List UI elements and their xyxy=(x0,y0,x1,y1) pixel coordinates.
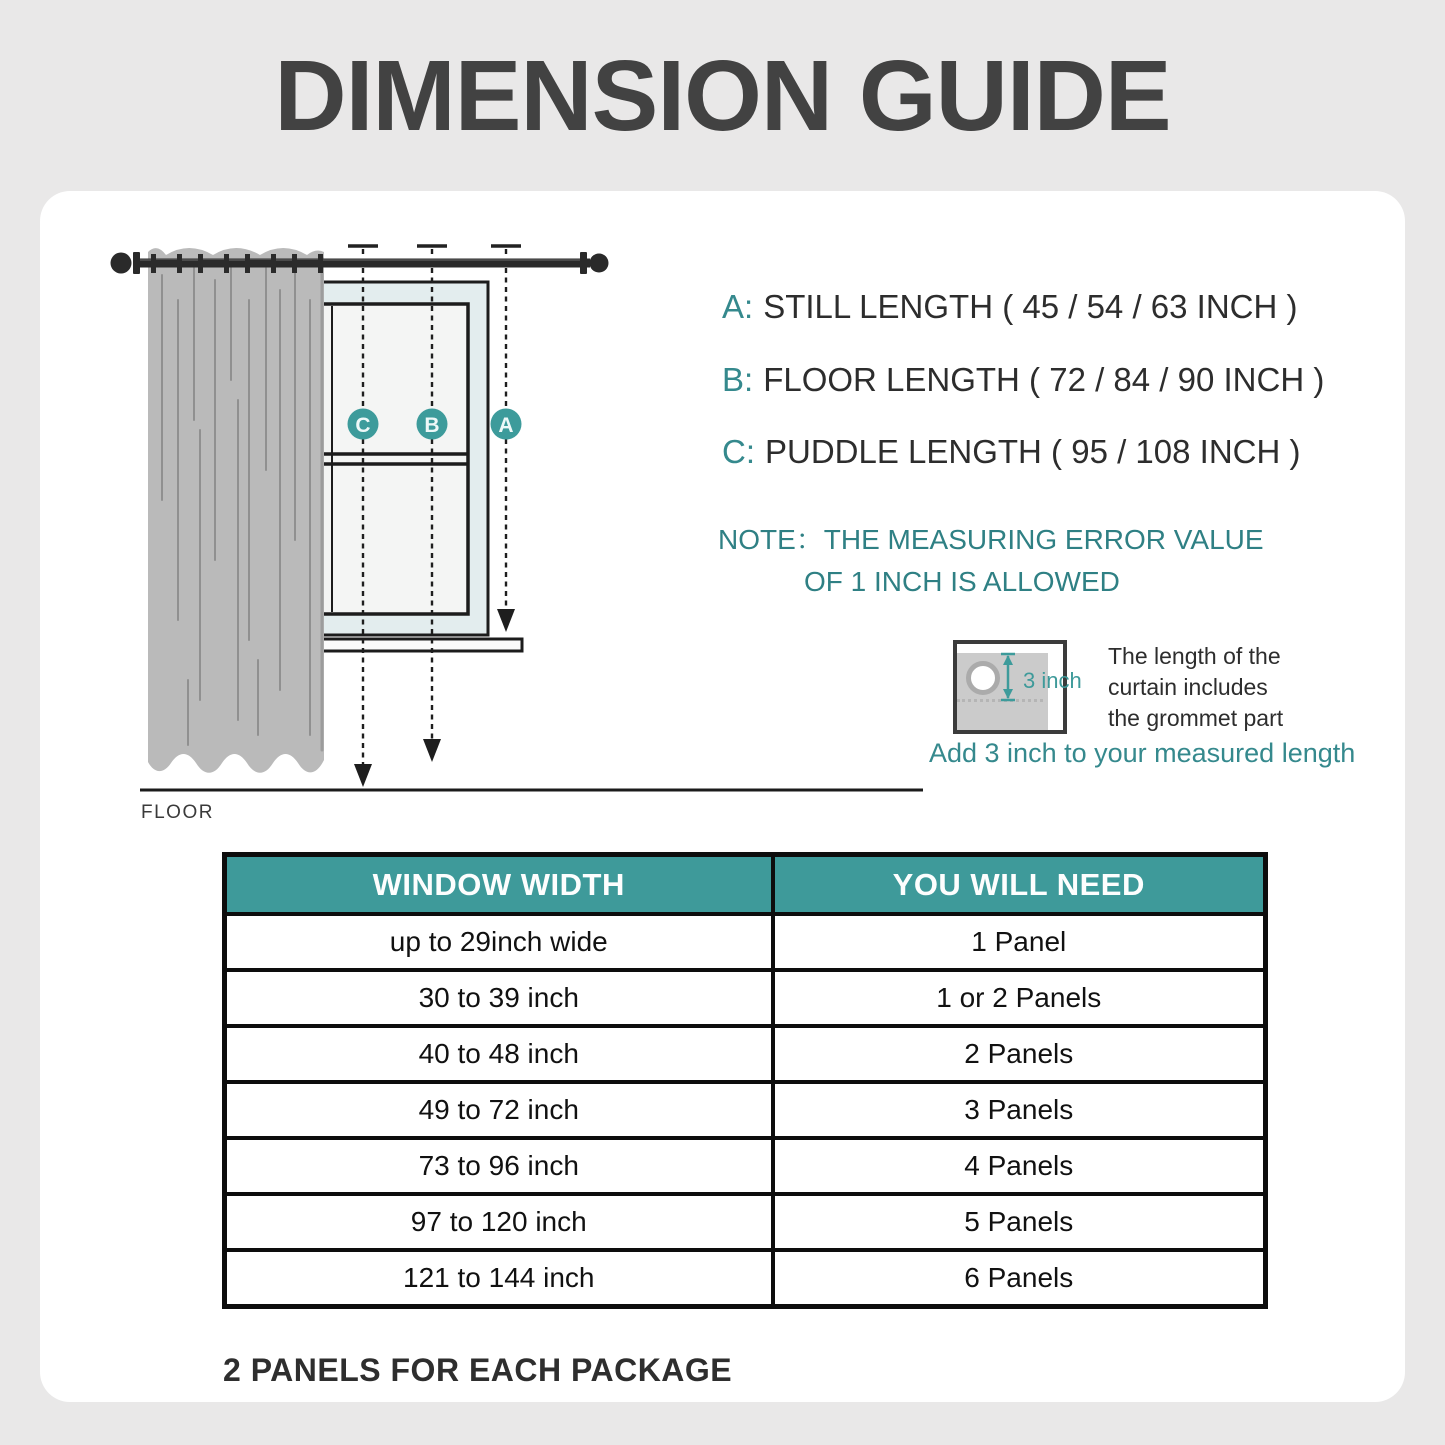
rod-finial-left xyxy=(111,253,132,274)
table-cell: 73 to 96 inch xyxy=(225,1138,773,1194)
panel-table-body xyxy=(225,914,1266,1307)
add-three-inch-tip: Add 3 inch to your measured length xyxy=(929,738,1356,768)
spec-puddle-length xyxy=(722,433,1300,471)
spec-a-text: STILL LENGTH ( 45 / 54 / 63 INCH ) xyxy=(763,288,1298,325)
table-cell: 2 Panels xyxy=(773,1026,1266,1082)
table-cell: 49 to 72 inch xyxy=(225,1082,773,1138)
header-you-will-need: YOU WILL NEED xyxy=(773,855,1266,915)
floor-label: FLOOR xyxy=(141,802,214,823)
curtain-illustration xyxy=(148,248,324,773)
table-cell: 3 Panels xyxy=(773,1082,1266,1138)
three-inch-arrow-icon xyxy=(999,648,1017,706)
grommet-description-line: the grommet part xyxy=(1108,705,1284,731)
table-cell: 4 Panels xyxy=(773,1138,1266,1194)
panel-count-table xyxy=(222,852,1268,1309)
spec-c-prefix: C: xyxy=(722,433,755,470)
note-line-1: NOTE：THE MEASURING ERROR VALUE xyxy=(718,524,1264,555)
window-illustration xyxy=(294,282,522,651)
marker-c-letter: C xyxy=(355,414,371,437)
measure-markers xyxy=(348,409,522,440)
grommet-ring-icon xyxy=(966,661,1000,695)
table-row xyxy=(225,1026,1266,1082)
table-cell: 6 Panels xyxy=(773,1250,1266,1307)
table-row xyxy=(225,1082,1266,1138)
table-cell: 97 to 120 inch xyxy=(225,1194,773,1250)
grommet-description-line: curtain includes xyxy=(1108,674,1268,700)
window-sill xyxy=(294,639,522,651)
table-cell: up to 29inch wide xyxy=(225,914,773,970)
grommet-diagram xyxy=(953,640,1082,734)
rod-finial-right xyxy=(590,254,609,273)
spec-c-text: PUDDLE LENGTH ( 95 / 108 INCH ) xyxy=(765,433,1301,470)
spec-b-prefix: B: xyxy=(722,361,754,398)
table-row xyxy=(225,970,1266,1026)
page-title: DIMENSION GUIDE xyxy=(274,40,1171,152)
table-cell: 121 to 144 inch xyxy=(225,1250,773,1307)
package-note: 2 PANELS FOR EACH PACKAGE xyxy=(223,1352,733,1388)
table-header-row xyxy=(225,855,1266,915)
table-row xyxy=(225,914,1266,970)
table-cell: 30 to 39 inch xyxy=(225,970,773,1026)
grommet-description-line: The length of the xyxy=(1108,643,1281,669)
spec-still-length xyxy=(722,288,1297,326)
header-window-width: WINDOW WIDTH xyxy=(225,855,773,915)
spec-a-prefix: A: xyxy=(722,288,754,325)
marker-b-letter: B xyxy=(424,414,440,437)
table-cell: 1 Panel xyxy=(773,914,1266,970)
note-line-2: OF 1 INCH IS ALLOWED xyxy=(804,566,1120,597)
spec-b-text: FLOOR LENGTH ( 72 / 84 / 90 INCH ) xyxy=(763,361,1325,398)
table-row xyxy=(225,1138,1266,1194)
three-inch-label: 3 inch xyxy=(1023,668,1082,693)
marker-a-letter: A xyxy=(498,414,514,437)
table-cell: 40 to 48 inch xyxy=(225,1026,773,1082)
table-cell: 1 or 2 Panels xyxy=(773,970,1266,1026)
table-row xyxy=(225,1250,1266,1307)
grommet-description xyxy=(1108,641,1283,734)
table-cell: 5 Panels xyxy=(773,1194,1266,1250)
spec-floor-length xyxy=(722,361,1324,399)
table-row xyxy=(225,1194,1266,1250)
